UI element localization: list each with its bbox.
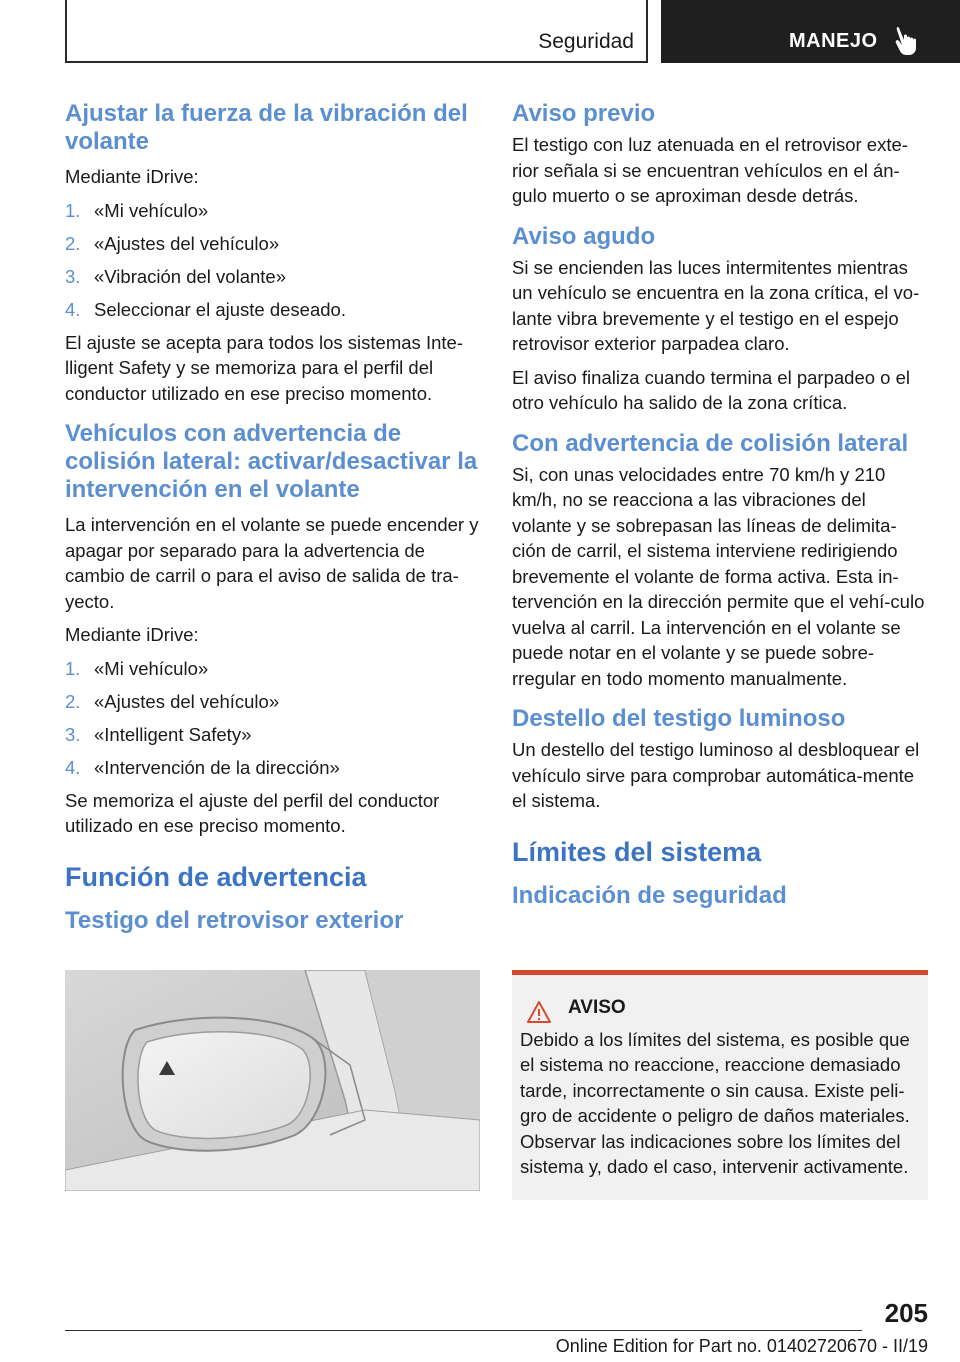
paragraph-idrive-1: Mediante iDrive: [65, 166, 199, 187]
list-item: 1. «Mi vehículo» [65, 657, 209, 679]
heading-warning-function: Función de advertencia [65, 861, 367, 892]
heading-safety-note: Indicación de seguridad [512, 881, 787, 909]
list-item: 1. «Mi vehículo» [65, 199, 209, 221]
paragraph-steering-intervention: La intervención en el volante se puede encender y apagar por separado para la advertencia de cambio de carril o para el aviso de salida de tra‐yecto. [65, 514, 479, 612]
paragraph-indicator-flash: Un destello del testigo luminoso al desbloquear el vehículo sirve para comprobar automática‐mente el sistema. [512, 739, 920, 811]
heading-mirror-indicator: Testigo del retrovisor exterior [65, 906, 404, 934]
list-item: 2. «Ajustes del vehículo» [65, 690, 280, 712]
paragraph-acute-warning: Si se encienden las luces intermitentes mientras un vehículo se encuentra en la zona crítica, el vo‐lante vibra brevemente y el testigo en el espejo retrovisor exterior parpadea claro. [512, 256, 920, 354]
right-column [512, 100, 927, 910]
warning-triangle-icon [526, 1000, 552, 1024]
left-column [65, 100, 480, 935]
page-number: 205 [884, 1298, 928, 1328]
paragraph-side-collision: Si, con unas velocidades entre 70 km/h y 210 km/h, no se reacciona a las vibraciones del volante y se sobrepasan las líneas de delimita‐ción de carril, el sistema interviene redirigiendo brevemente el volante de forma activa. Esta in‐tervención en la dirección permite que el vehí‐culo vuelva al carril. La intervención en el volante se puede notar en el volante y se puede sobre‐rregular en todo momento manualmente. [512, 463, 925, 689]
warning-title: AVISO [568, 997, 626, 1018]
list-item: 4. Seleccionar el ajuste deseado. [65, 298, 346, 320]
paragraph-warning-ends: El aviso finaliza cuando termina el parpadeo o el otro vehículo ha salido de la zona crítica. [512, 366, 910, 413]
footer-divider [65, 1330, 862, 1331]
header-section-title: Seguridad [538, 30, 634, 53]
paragraph-profile-memorized: Se memoriza el ajuste del perfil del conductor utilizado en ese preciso momento. [65, 789, 440, 836]
hand-pointer-icon [895, 26, 921, 56]
list-item: 3. «Intelligent Safety» [65, 723, 252, 745]
paragraph-idrive-2: Mediante iDrive: [65, 624, 199, 645]
heading-indicator-flash: Destello del testigo luminoso [512, 705, 846, 732]
steps-list-2 [65, 656, 480, 780]
chapter-label: MANEJO [789, 30, 878, 52]
exterior-mirror-illustration [65, 970, 480, 1191]
heading-side-collision: Vehículos con advertencia de colisión lateral: activar/desactivar la intervención en el volante [65, 420, 478, 503]
header-chapter-tab [661, 0, 960, 63]
edition-note: Online Edition for Part no. 01402720670 - II/19 [555, 1336, 928, 1356]
heading-vibration-strength: Ajustar la fuerza de la vibración del volante [65, 100, 468, 155]
heading-system-limits: Límites del sistema [512, 836, 762, 867]
list-item: 3. «Vibración del volante» [65, 265, 286, 287]
warning-text: Debido a los límites del sistema, es posible que el sistema no reaccione, reaccione demasiado tarde, incorrectamente o sin causa. Existe peli‐gro de accidente o peligro de daños materiales. Observar las indicaciones sobre los límites del sistema y, dado el caso, intervenir activamente. [520, 1028, 910, 1177]
list-item: 2. «Ajustes del vehículo» [65, 232, 280, 254]
steps-list-1 [65, 198, 480, 322]
heading-pre-warning: Aviso previo [512, 100, 656, 127]
paragraph-pre-warning: El testigo con luz atenuada en el retrovisor exte‐rior señala si se encuentran vehículos en el án‐gulo muerto o se aproximan desde detrás. [512, 134, 908, 206]
heading-side-collision-warning: Con advertencia de colisión lateral [512, 429, 909, 457]
heading-acute-warning: Aviso agudo [512, 222, 656, 250]
warning-box [512, 970, 928, 1200]
list-item: 4. «Intervención de la dirección» [65, 756, 340, 778]
paragraph-setting-accepted: El ajuste se acepta para todos los sistemas Inte‐lligent Safety y se memoriza para el perfil del conductor utilizado en ese preciso momento. [65, 331, 463, 404]
